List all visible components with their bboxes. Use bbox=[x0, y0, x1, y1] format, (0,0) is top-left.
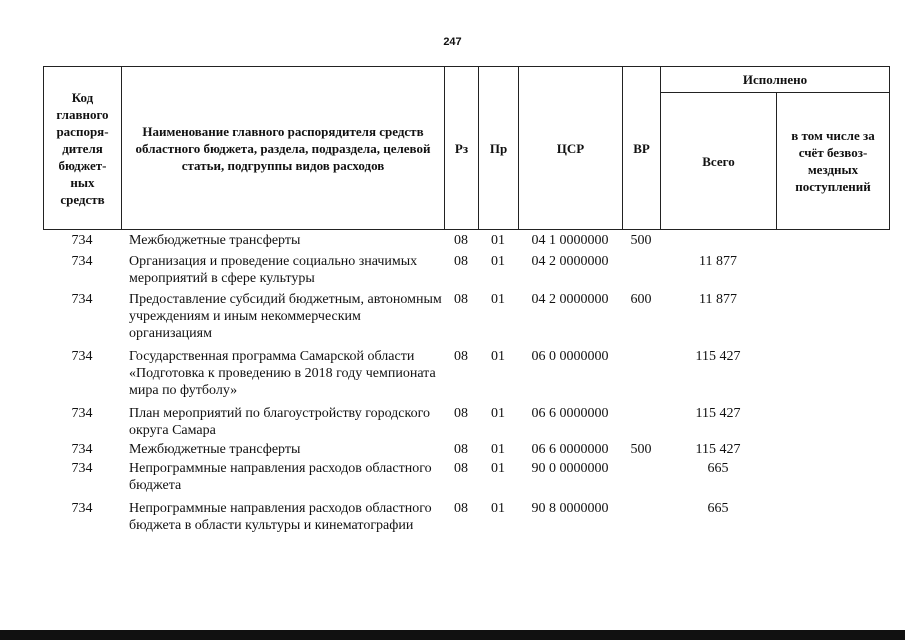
table-row bbox=[43, 348, 889, 399]
cell-total: 115 427 bbox=[695, 349, 741, 364]
cell-code: 734 bbox=[71, 233, 93, 248]
cell-pr: 01 bbox=[491, 254, 505, 269]
cell-name: Государственная программа Самарской области «Подготовка к проведению в 2018 году чемпионата мира по футболу» bbox=[129, 349, 436, 398]
cell-name: Предоставление субсидий бюджетным, автономным учреждениям и иным некоммерческим организациям bbox=[129, 292, 442, 341]
cell-rz: 08 bbox=[454, 442, 468, 457]
cell-pr: 01 bbox=[491, 233, 505, 248]
cell-code: 734 bbox=[71, 349, 93, 364]
header-vr: ВР bbox=[623, 67, 661, 230]
cell-csr: 04 2 0000000 bbox=[531, 292, 609, 307]
cell-csr: 90 8 0000000 bbox=[531, 501, 609, 516]
cell-code: 734 bbox=[71, 461, 93, 476]
header-pr: Пр bbox=[479, 67, 519, 230]
cell-rz: 08 bbox=[454, 292, 468, 307]
cell-code: 734 bbox=[71, 501, 93, 516]
cell-vr bbox=[622, 460, 660, 494]
cell-name: План мероприятий по благоустройству городского округа Самара bbox=[129, 406, 430, 438]
cell-rz: 08 bbox=[454, 349, 468, 364]
cell-pr: 01 bbox=[491, 461, 505, 476]
cell-name: Непрограммные направления расходов областного бюджета в области культуры и кинематографии bbox=[129, 501, 432, 533]
cell-pr: 01 bbox=[491, 442, 505, 457]
cell-pr: 01 bbox=[491, 501, 505, 516]
cell-name: Межбюджетные трансферты bbox=[129, 233, 301, 248]
cell-pr: 01 bbox=[491, 349, 505, 364]
cell-pr: 01 bbox=[491, 292, 505, 307]
header-code: Код главного распоря-дителя бюджет-ных средств bbox=[44, 67, 122, 230]
cell-vr bbox=[622, 500, 660, 534]
cell-name: Непрограммные направления расходов областного бюджета bbox=[129, 461, 432, 493]
cell-total: 115 427 bbox=[695, 406, 741, 421]
cell-vr bbox=[622, 348, 660, 399]
cell-code: 734 bbox=[71, 254, 93, 269]
page-bottom-edge bbox=[0, 630, 905, 640]
table-body bbox=[43, 232, 889, 534]
header-total: Всего bbox=[661, 93, 777, 230]
cell-pr: 01 bbox=[491, 406, 505, 421]
cell-gratuitous bbox=[776, 405, 889, 439]
cell-gratuitous bbox=[776, 460, 889, 494]
cell-gratuitous bbox=[776, 232, 889, 249]
cell-csr: 90 0 0000000 bbox=[531, 461, 609, 476]
table-row bbox=[43, 460, 889, 494]
cell-vr: 600 bbox=[630, 292, 652, 307]
cell-total: 115 427 bbox=[695, 442, 741, 457]
table-row bbox=[43, 253, 889, 287]
cell-rz: 08 bbox=[454, 406, 468, 421]
cell-rz: 08 bbox=[454, 501, 468, 516]
cell-rz: 08 bbox=[454, 254, 468, 269]
cell-rz: 08 bbox=[454, 461, 468, 476]
cell-csr: 06 0 0000000 bbox=[531, 349, 609, 364]
page-number: 247 bbox=[443, 36, 462, 48]
cell-vr bbox=[622, 253, 660, 287]
cell-total bbox=[660, 232, 776, 249]
cell-csr: 06 6 0000000 bbox=[531, 442, 609, 457]
cell-name: Организация и проведение социально значимых мероприятий в сфере культуры bbox=[129, 254, 418, 286]
cell-vr: 500 bbox=[630, 233, 652, 248]
cell-csr: 04 2 0000000 bbox=[531, 254, 609, 269]
header-name: Наименование главного распорядителя средств областного бюджета, раздела, подраздела, целевой статьи, подгруппы видов расходов bbox=[122, 67, 445, 230]
cell-csr: 06 6 0000000 bbox=[531, 406, 609, 421]
cell-total: 665 bbox=[707, 501, 729, 516]
header-csr: ЦСР bbox=[519, 67, 623, 230]
cell-rz: 08 bbox=[454, 233, 468, 248]
header-executed: Исполнено bbox=[661, 67, 890, 93]
cell-code: 734 bbox=[71, 406, 93, 421]
cell-total: 11 877 bbox=[699, 292, 737, 307]
cell-code: 734 bbox=[71, 442, 93, 457]
cell-vr: 500 bbox=[630, 442, 652, 457]
table-row bbox=[43, 405, 889, 439]
header-rz: Рз bbox=[445, 67, 479, 230]
table-row bbox=[43, 232, 889, 249]
cell-gratuitous bbox=[776, 253, 889, 287]
table-row bbox=[43, 441, 889, 458]
cell-vr bbox=[622, 405, 660, 439]
header-gratuitous: в том числе за счёт безвоз-мездных поступлений bbox=[777, 93, 890, 230]
cell-gratuitous bbox=[776, 500, 889, 534]
table-row bbox=[43, 291, 889, 342]
cell-gratuitous bbox=[776, 441, 889, 458]
cell-name: Межбюджетные трансферты bbox=[129, 442, 301, 457]
cell-gratuitous bbox=[776, 348, 889, 399]
table-header bbox=[43, 66, 890, 230]
cell-csr: 04 1 0000000 bbox=[531, 233, 609, 248]
cell-total: 665 bbox=[707, 461, 729, 476]
cell-code: 734 bbox=[71, 292, 93, 307]
table-row bbox=[43, 500, 889, 534]
cell-gratuitous bbox=[776, 291, 889, 342]
cell-total: 11 877 bbox=[699, 254, 737, 269]
